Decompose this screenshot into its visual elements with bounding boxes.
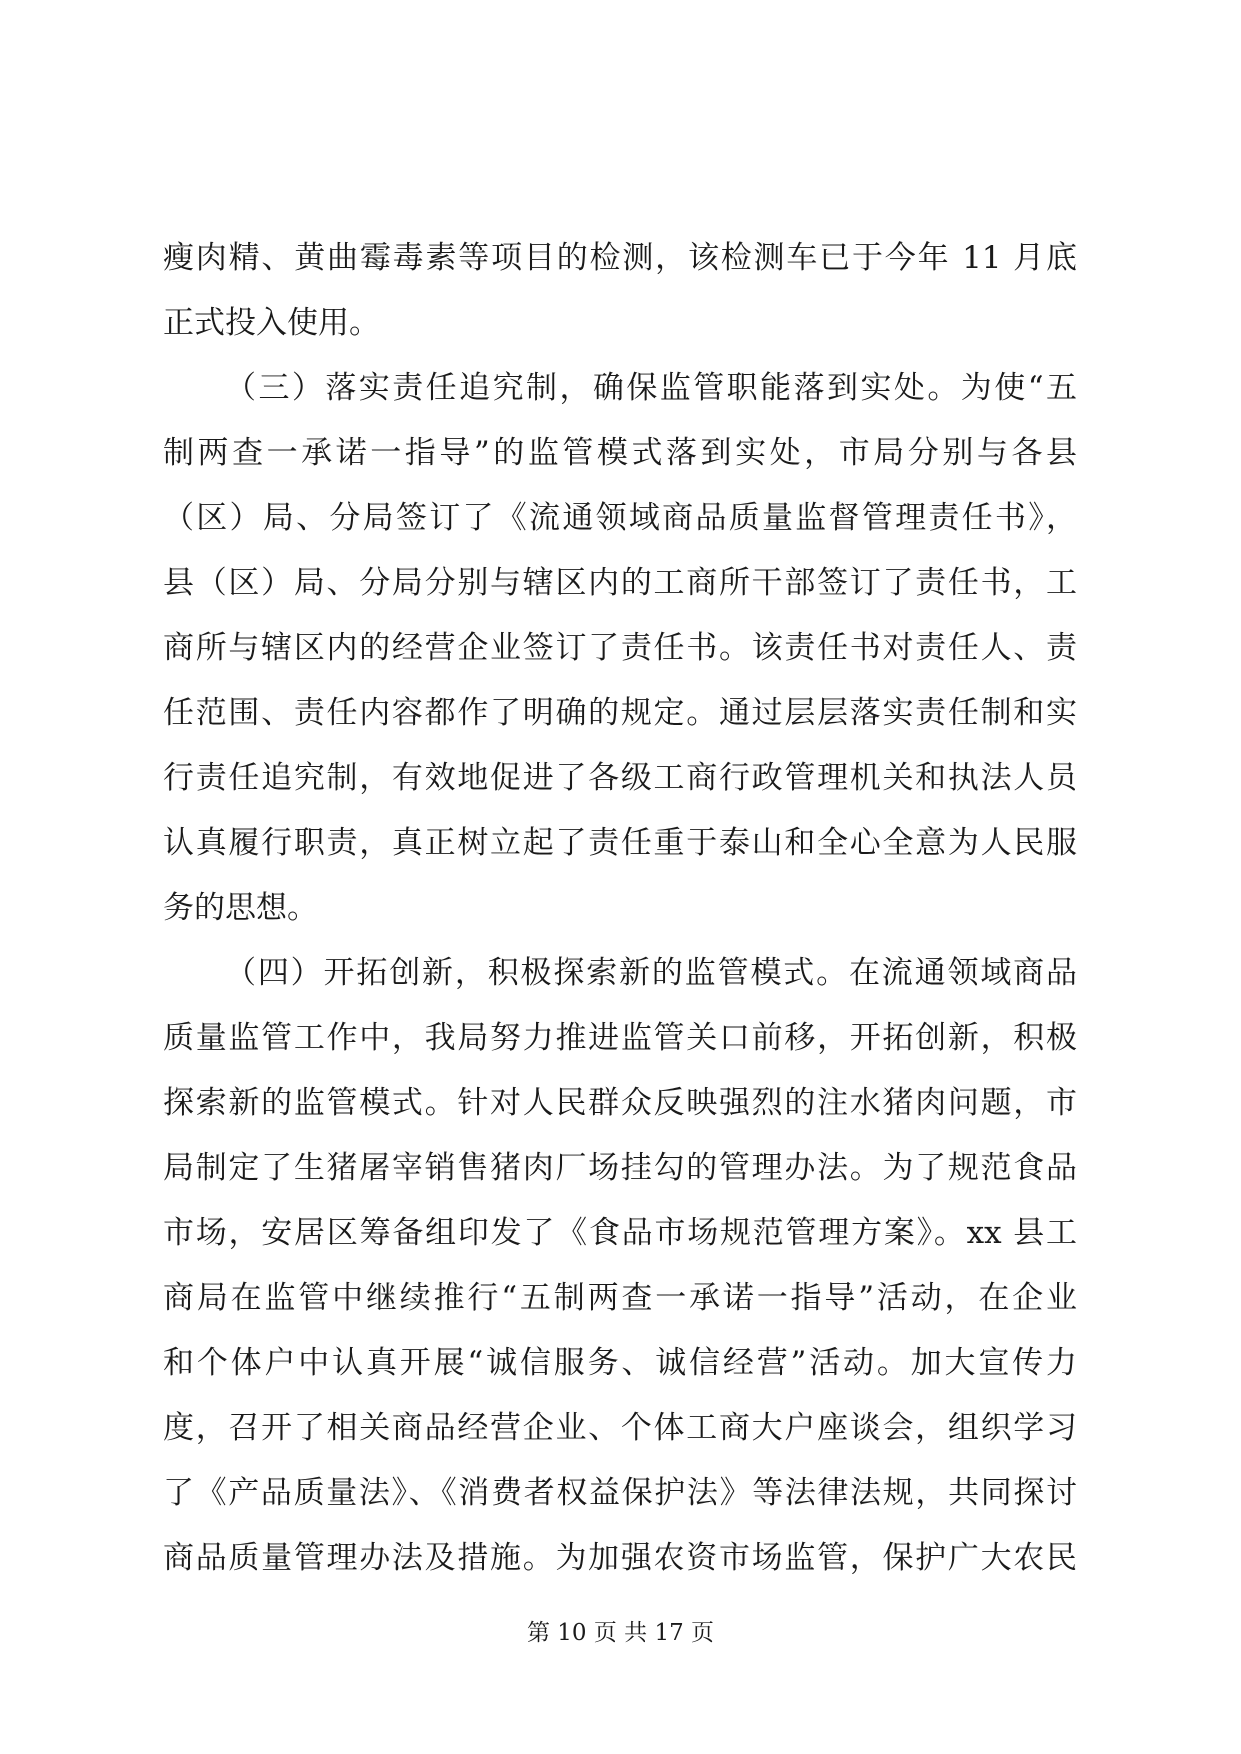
page-number: 第 10 页 共 17 页 [526,1620,715,1646]
text-line: 县（区）局、分局分别与辖区内的工商所干部签订了责任书，工 [163,565,1077,601]
text-line: 质量监管工作中，我局努力推进监管关口前移，开拓创新，积极 [163,1020,1077,1056]
text-line: 探索新的监管模式。针对人民群众反映强烈的注水猪肉问题，市 [163,1085,1077,1121]
paragraph-first-line: （三）落实责任追究制，确保监管职能落到实处。为使“五 [225,370,1077,406]
text-line: 度，召开了相关商品经营企业、个体工商大户座谈会，组织学习 [163,1410,1077,1446]
body-text [163,226,1077,1591]
text-line: 市场，安居区筹备组印发了《食品市场规范管理方案》。xx 县工 [163,1215,1077,1251]
text-line: 认真履行职责，真正树立起了责任重于泰山和全心全意为人民服 [163,825,1077,861]
text-line: 商品质量管理办法及措施。为加强农资市场监管，保护广大农民 [163,1540,1077,1576]
text-line: 行责任追究制，有效地促进了各级工商行政管理机关和执法人员 [163,760,1077,796]
text-line: 正式投入使用。 [163,305,380,341]
text-line: 和个体户中认真开展“诚信服务、诚信经营”活动。加大宣传力 [163,1345,1077,1381]
page-footer [0,1618,1241,1648]
text-line: 商局在监管中继续推行“五制两查一承诺一指导”活动，在企业 [163,1280,1077,1316]
paragraph-first-line: （四）开拓创新，积极探索新的监管模式。在流通领域商品 [225,955,1077,991]
text-line: （区）局、分局签订了《流通领域商品质量监督管理责任书》， [163,500,1077,536]
text-line: 制两查一承诺一指导”的监管模式落到实处，市局分别与各县 [163,435,1077,471]
text-line: 商所与辖区内的经营企业签订了责任书。该责任书对责任人、责 [163,630,1077,666]
text-line: 局制定了生猪屠宰销售猪肉厂场挂勾的管理办法。为了规范食品 [163,1150,1077,1186]
text-line: 了《产品质量法》、《消费者权益保护法》等法律法规，共同探讨 [163,1475,1077,1511]
text-line: 任范围、责任内容都作了明确的规定。通过层层落实责任制和实 [163,695,1077,731]
text-line: 务的思想。 [163,890,318,926]
text-line: 瘦肉精、黄曲霉毒素等项目的检测，该检测车已于今年 11 月底 [163,240,1077,276]
